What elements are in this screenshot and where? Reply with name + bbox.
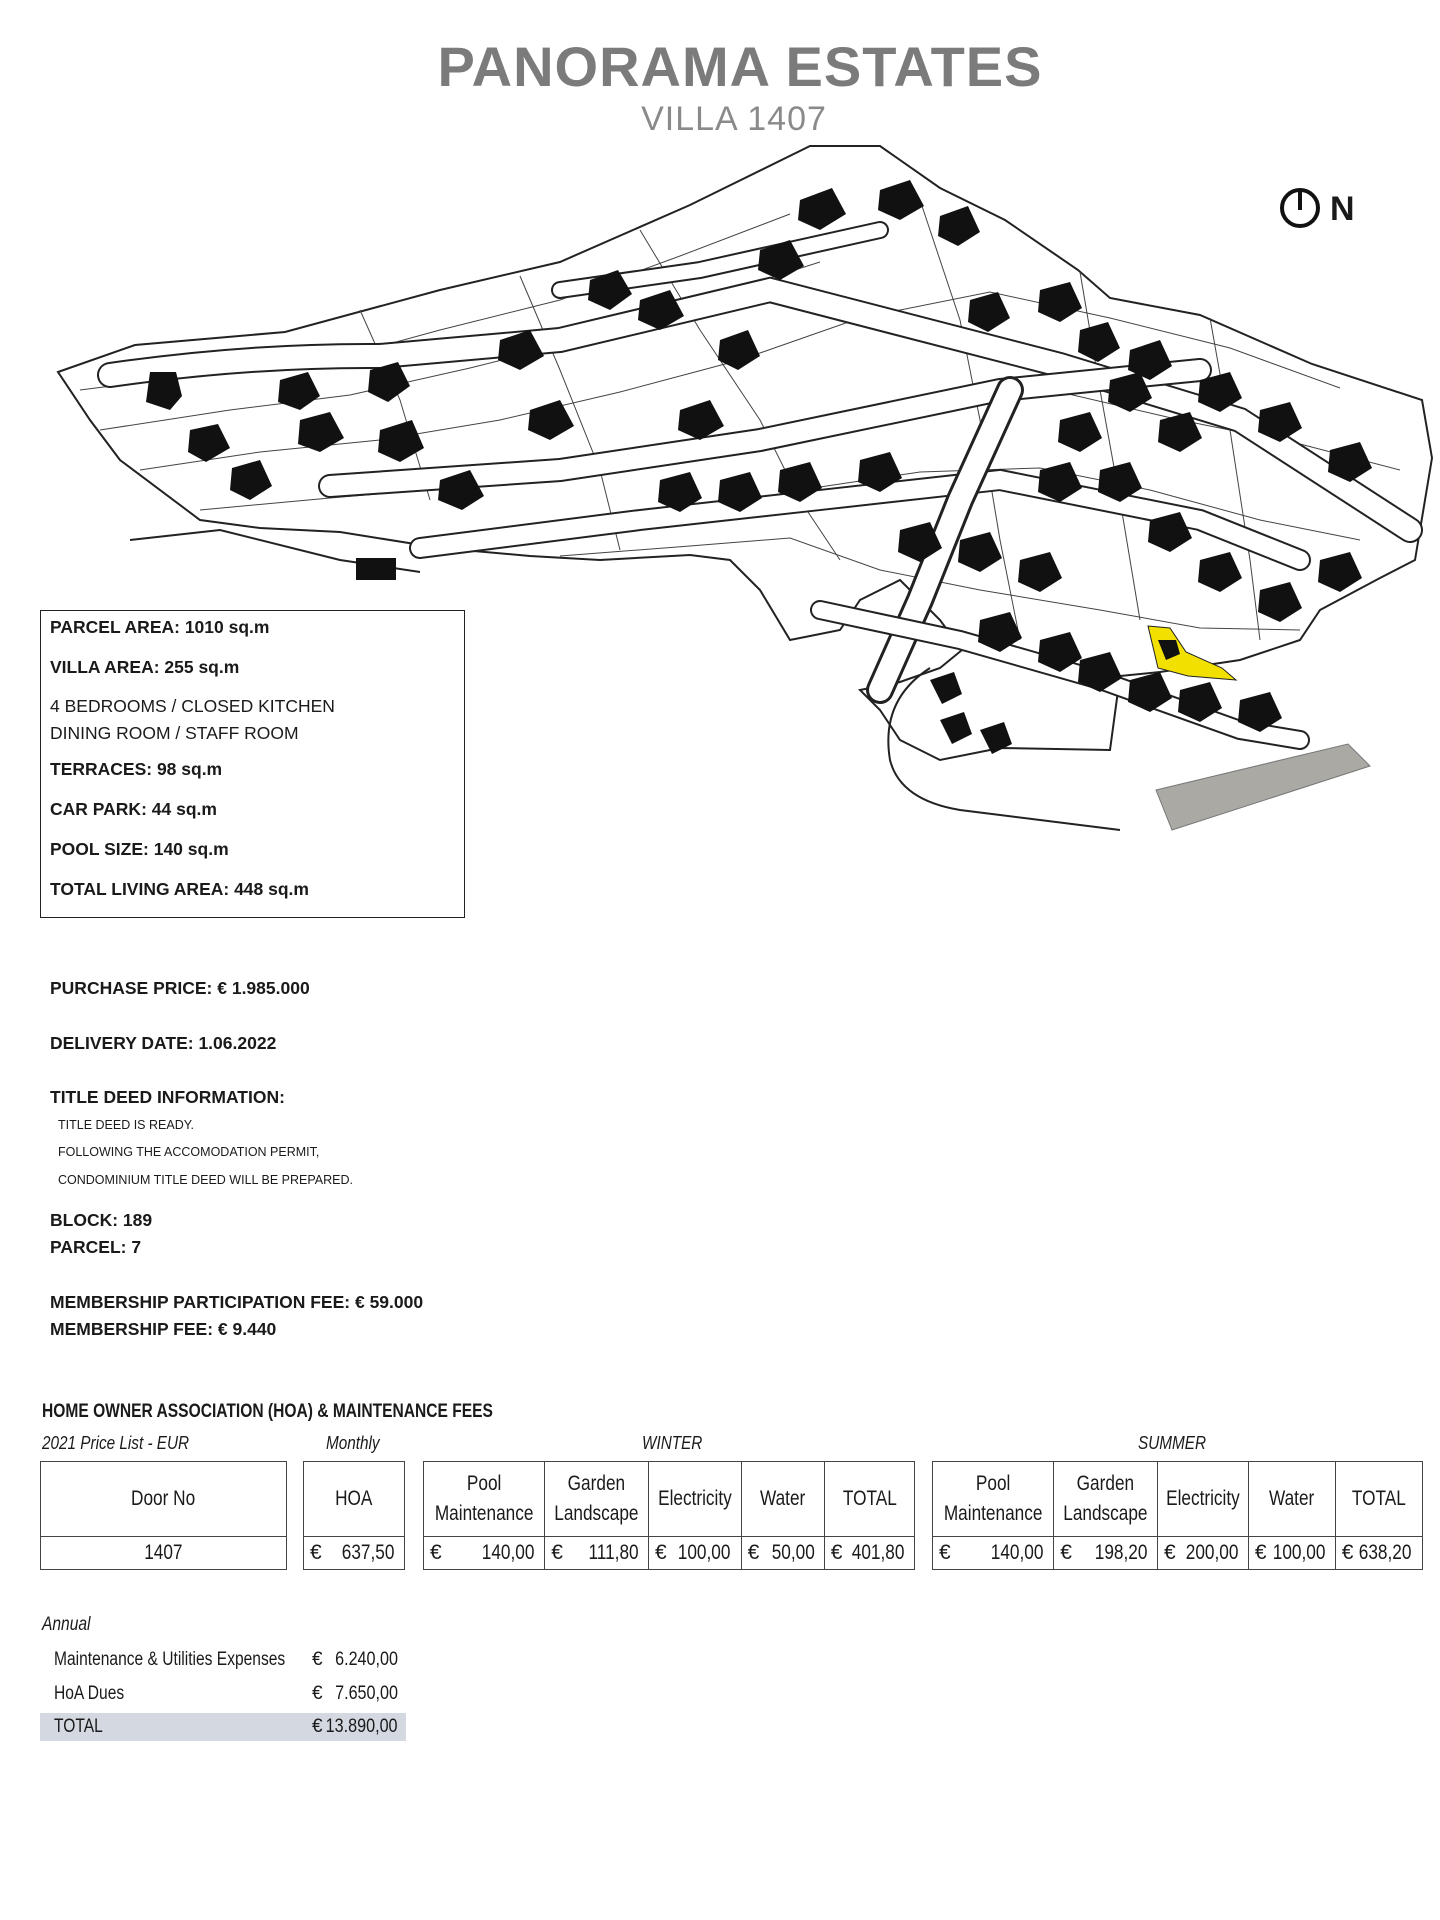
winter-water-header: Water <box>741 1462 824 1537</box>
summer-total-header: TOTAL <box>1335 1462 1422 1537</box>
parking-area <box>1156 744 1370 830</box>
annual-row-label: Maintenance & Utilities Expenses <box>54 1649 286 1670</box>
annual-row-total <box>40 1713 406 1741</box>
rooms-line-1: 4 BEDROOMS / CLOSED KITCHEN <box>50 696 335 716</box>
page-title: PANORAMA ESTATES <box>437 35 1043 98</box>
hoa-header: HOA <box>304 1462 405 1537</box>
rooms-description <box>50 693 464 747</box>
summer-water-value: € 100,00 <box>1248 1537 1335 1570</box>
winter-electricity-value: € 100,00 <box>649 1537 742 1570</box>
summer-electricity-header: Electricity <box>1158 1462 1249 1537</box>
summer-pool-header: Pool Maintenance <box>933 1462 1054 1537</box>
villa-area: VILLA AREA: 255 sq.m <box>50 657 240 677</box>
annual-row-maintenance <box>40 1646 406 1674</box>
membership-participation-fee: MEMBERSHIP PARTICIPATION FEE: € 59.000 <box>50 1292 424 1312</box>
parcel-number: PARCEL: 7 <box>50 1237 142 1257</box>
villa-subtitle: VILLA 1407 <box>641 100 827 138</box>
door-header: Door No <box>41 1462 287 1537</box>
annual-row-currency: € <box>312 1716 323 1737</box>
monthly-caption: Monthly <box>326 1433 380 1453</box>
price-list-caption: 2021 Price List - EUR <box>42 1433 190 1453</box>
hoa-monthly-table <box>303 1461 405 1570</box>
north-arrow-icon <box>1278 186 1322 230</box>
annual-row-currency: € <box>312 1683 323 1704</box>
summer-total-value: € 638,20 <box>1335 1537 1422 1570</box>
title-deed-line-2: FOLLOWING THE ACCOMODATION PERMIT, <box>58 1145 320 1159</box>
terraces: TERRACES: 98 sq.m <box>50 759 223 779</box>
winter-table <box>423 1461 915 1570</box>
annual-caption: Annual <box>42 1614 91 1635</box>
title-deed-line-1: TITLE DEED IS READY. <box>58 1118 194 1132</box>
parcel-area: PARCEL AREA: 1010 sq.m <box>50 617 270 637</box>
north-label: N <box>1330 190 1355 228</box>
summer-garden-value: € 198,20 <box>1054 1537 1158 1570</box>
winter-pool-value: € 140,00 <box>424 1537 545 1570</box>
summer-table <box>932 1461 1423 1570</box>
winter-total-value: € 401,80 <box>824 1537 914 1570</box>
car-park: CAR PARK: 44 sq.m <box>50 799 217 819</box>
annual-row-amount: 13.890,00 <box>326 1716 398 1737</box>
purchase-price: PURCHASE PRICE: € 1.985.000 <box>50 978 310 998</box>
summer-garden-header: Garden Landscape <box>1054 1462 1158 1537</box>
rooms-line-2: DINING ROOM / STAFF ROOM <box>50 723 299 743</box>
hoa-section-title: HOME OWNER ASSOCIATION (HOA) & MAINTENANCE FEES <box>42 1401 493 1422</box>
delivery-date: DELIVERY DATE: 1.06.2022 <box>50 1033 277 1053</box>
summer-pool-value: € 140,00 <box>933 1537 1054 1570</box>
winter-electricity-header: Electricity <box>649 1462 742 1537</box>
hoa-value: € 637,50 <box>304 1537 405 1570</box>
annual-row-amount: 7.650,00 <box>335 1683 398 1704</box>
pool-size: POOL SIZE: 140 sq.m <box>50 839 229 859</box>
title-deed-line-3: CONDOMINIUM TITLE DEED WILL BE PREPARED. <box>58 1173 353 1187</box>
annual-row-currency: € <box>312 1649 323 1670</box>
title-deed-heading: TITLE DEED INFORMATION: <box>50 1087 285 1107</box>
winter-pool-header: Pool Maintenance <box>424 1462 545 1537</box>
annual-row-hoa-dues <box>40 1680 406 1708</box>
summer-caption: SUMMER <box>1138 1433 1206 1453</box>
winter-water-value: € 50,00 <box>741 1537 824 1570</box>
block-number: BLOCK: 189 <box>50 1210 153 1230</box>
winter-garden-value: € 111,80 <box>545 1537 649 1570</box>
annual-row-label: HoA Dues <box>54 1683 125 1704</box>
door-value: 1407 <box>41 1537 287 1570</box>
total-living-area: TOTAL LIVING AREA: 448 sq.m <box>50 879 309 899</box>
membership-fee: MEMBERSHIP FEE: € 9.440 <box>50 1319 277 1339</box>
summer-water-header: Water <box>1248 1462 1335 1537</box>
annual-row-amount: 6.240,00 <box>335 1649 398 1670</box>
annual-row-label: TOTAL <box>54 1716 103 1737</box>
villa-specs-box <box>40 610 465 918</box>
winter-total-header: TOTAL <box>824 1462 914 1537</box>
summer-electricity-value: € 200,00 <box>1158 1537 1249 1570</box>
door-table <box>40 1461 287 1570</box>
winter-caption: WINTER <box>642 1433 703 1453</box>
winter-garden-header: Garden Landscape <box>545 1462 649 1537</box>
